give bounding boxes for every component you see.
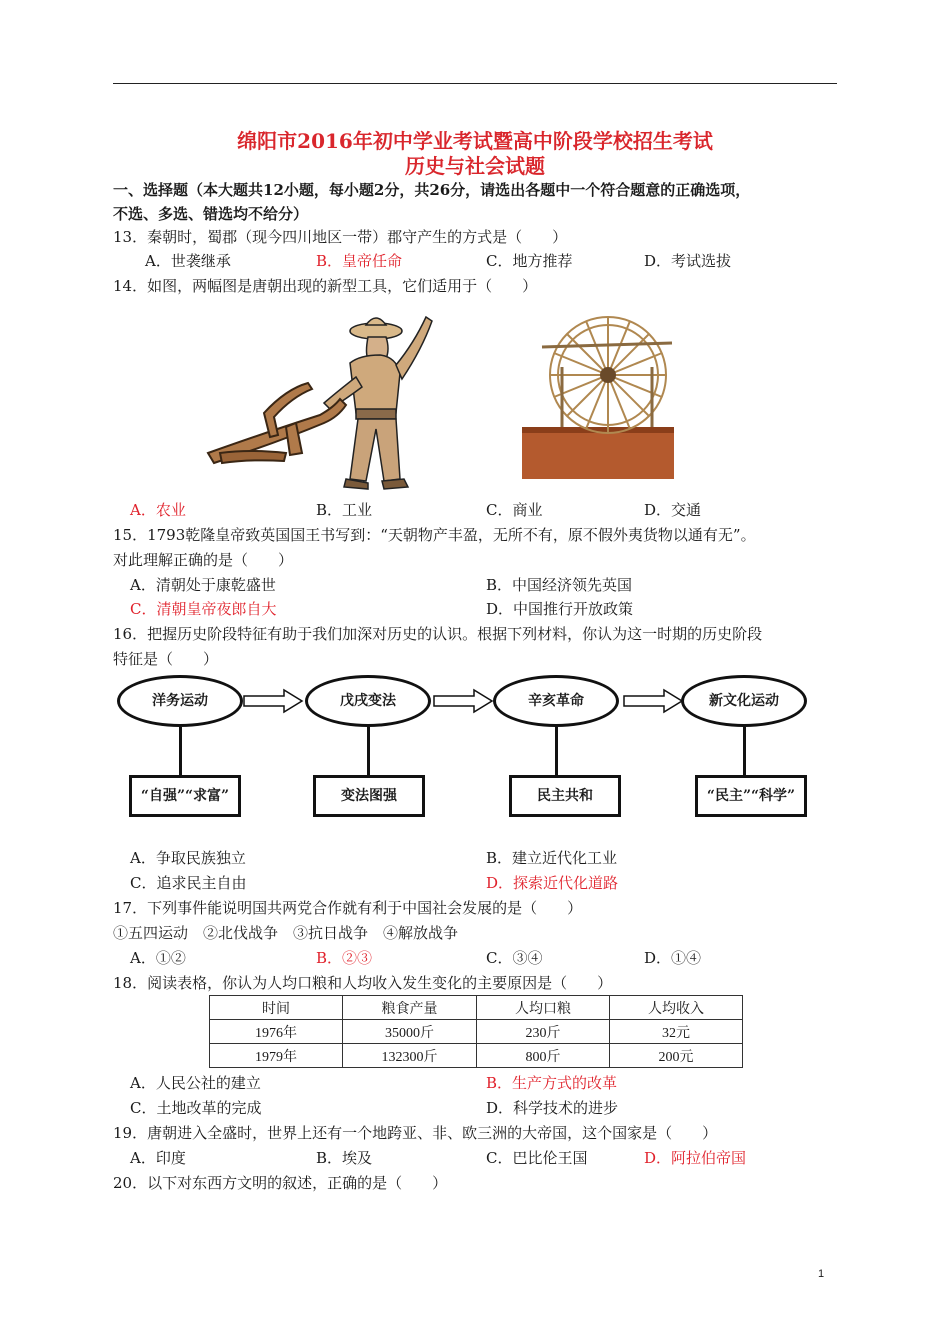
q18-option-c: C．土地改革的完成: [130, 1099, 262, 1117]
q18-option-a: A．人民公社的建立: [130, 1074, 261, 1092]
q14-option-c: C．商业: [486, 501, 543, 519]
slogan-bianfa-tuqiang: 变法图强: [313, 775, 425, 817]
q17-option-b: B．②③: [316, 949, 373, 967]
q17-option-c: C．③④: [486, 949, 543, 967]
q19-option-a: A．印度: [130, 1149, 186, 1167]
section-heading-line2: 不选、多选、错选均不给分）: [113, 205, 309, 223]
q19-option-d: D．阿拉伯帝国: [644, 1149, 747, 1167]
table-header-cell: 粮食产量: [343, 996, 477, 1020]
q14-option-d: D．交通: [644, 501, 702, 519]
q16-stem-line1: 16．把握历史阶段特征有助于我们加深对历史的认识。根据下列材料，你认为这一时期的历史阶段: [113, 625, 763, 643]
event-wuxu: 戊戌变法: [305, 675, 431, 727]
q17-stem: 17．下列事件能说明国共两党合作就有利于中国社会发展的是（ ）: [113, 899, 583, 917]
q13-stem: 13．秦朝时，蜀郡（现今四川地区一带）郡守产生的方式是（ ）: [113, 228, 568, 246]
slogan-ziqiang-qiufu: “自强”“求富”: [129, 775, 241, 817]
q20-stem: 20．以下对东西方文明的叙述，正确的是（ ）: [113, 1174, 448, 1192]
q18-data-table: [209, 995, 743, 1068]
page-number: 1: [818, 1268, 825, 1280]
connector-line: [555, 727, 558, 776]
exam-title: 绵阳市2016年初中学业考试暨高中阶段学校招生考试: [237, 129, 713, 153]
table-header-cell: 人均口粮: [477, 996, 610, 1020]
q15-stem-line2: 对此理解正确的是（ ）: [113, 551, 294, 569]
section-heading-line1: 一、选择题（本大题共12小题，每小题2分，共26分，请选出各题中一个符合题意的正确选项，: [113, 181, 751, 199]
slogan-minzhu-kexue: “民主”“科学”: [695, 775, 807, 817]
slogan-minzhu-gonghe: 民主共和: [509, 775, 621, 817]
table-header-cell: 人均收入: [610, 996, 743, 1020]
table-cell: 230斤: [477, 1020, 610, 1044]
plow-farmer-illustration: [200, 303, 440, 493]
q13-option-a: A．世袭继承: [145, 252, 231, 270]
q15-option-b: B．中国经济领先英国: [486, 576, 633, 594]
table-cell: 1976年: [210, 1020, 343, 1044]
connector-line: [367, 727, 370, 776]
q19-stem: 19．唐朝进入全盛时，世界上还有一个地跨亚、非、欧三洲的大帝国，这个国家是（ ）: [113, 1124, 718, 1142]
table-cell: 800斤: [477, 1044, 610, 1068]
q19-option-c: C．巴比伦王国: [486, 1149, 588, 1167]
q17-option-a: A．①②: [130, 949, 186, 967]
table-cell: 132300斤: [343, 1044, 477, 1068]
table-header-cell: 时间: [210, 996, 343, 1020]
table-cell: 32元: [610, 1020, 743, 1044]
q18-option-d: D．科学技术的进步: [486, 1099, 619, 1117]
connector-line: [743, 727, 746, 776]
table-cell: 200元: [610, 1044, 743, 1068]
exam-subtitle: 历史与社会试题: [405, 154, 545, 178]
q17-items: ①五四运动 ②北伐战争 ③抗日战争 ④解放战争: [113, 924, 459, 942]
table-cell: 35000斤: [343, 1020, 477, 1044]
q18-stem: 18．阅读表格，你认为人均口粮和人均收入发生变化的主要原因是（ ）: [113, 974, 613, 992]
q14-stem: 14．如图，两幅图是唐朝出现的新型工具，它们适用于（ ）: [113, 277, 538, 295]
q15-option-c: C．清朝皇帝夜郎自大: [130, 600, 277, 618]
table-row: [210, 1044, 743, 1068]
event-yangwu: 洋务运动: [117, 675, 243, 727]
event-new-culture: 新文化运动: [681, 675, 807, 727]
q16-option-d: D．探索近代化道路: [486, 874, 619, 892]
table-cell: 1979年: [210, 1044, 343, 1068]
q14-option-b: B．工业: [316, 501, 373, 519]
q16-stem-line2: 特征是（ ）: [113, 650, 219, 668]
table-header-row: [210, 996, 743, 1020]
connector-line: [179, 727, 182, 776]
q17-option-d: D．①④: [644, 949, 702, 967]
q16-option-a: A．争取民族独立: [130, 849, 246, 867]
q13-option-d: D．考试选拔: [644, 252, 732, 270]
waterwheel-photo: [522, 307, 674, 479]
q15-option-d: D．中国推行开放政策: [486, 600, 634, 618]
q15-option-a: A．清朝处于康乾盛世: [130, 576, 276, 594]
q16-option-b: B．建立近代化工业: [486, 849, 618, 867]
q15-stem-line1: 15．1793乾隆皇帝致英国国王书写到：“天朝物产丰盈，无所不有，原不假外夷货物以通有无”。: [113, 526, 756, 544]
table-row: [210, 1020, 743, 1044]
event-xinhai: 辛亥革命: [493, 675, 619, 727]
q19-option-b: B．埃及: [316, 1149, 373, 1167]
q16-option-c: C．追求民主自由: [130, 874, 247, 892]
q18-option-b: B．生产方式的改革: [486, 1074, 618, 1092]
q13-option-c: C．地方推荐: [486, 252, 573, 270]
q14-option-a: A．农业: [130, 501, 186, 519]
header-rule: [113, 83, 837, 84]
q13-option-b: B．皇帝任命: [316, 252, 403, 270]
